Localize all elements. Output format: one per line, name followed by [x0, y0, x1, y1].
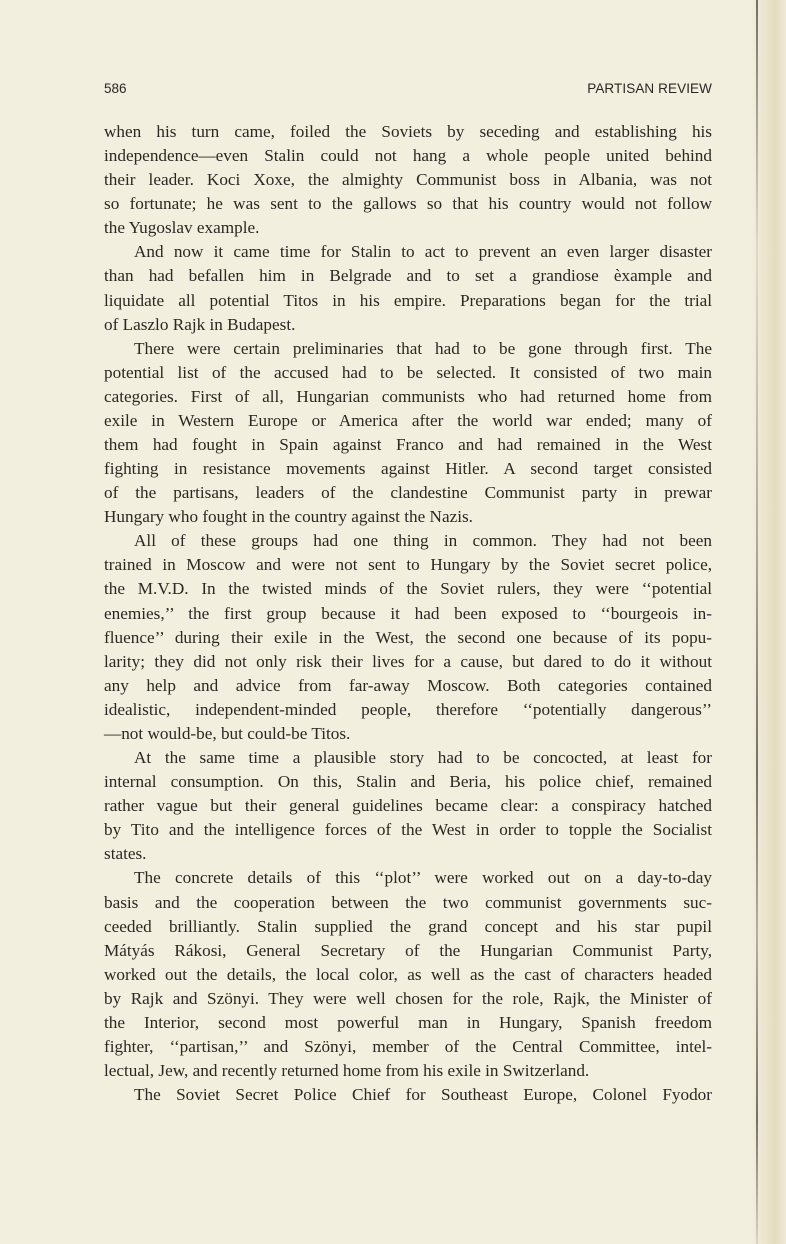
text-line: lectual, Jew, and recently returned home from his exile in Switzerland. — [104, 1061, 590, 1081]
text-line: The concrete details of this ‘‘plot’’ were worked out on a day-to-day — [134, 868, 712, 888]
text-line: Hungary who fought in the country against the Nazis. — [104, 507, 473, 527]
text-line: And now it came time for Stalin to act to prevent an even larger disaster — [134, 242, 712, 262]
paragraph — [104, 529, 712, 746]
paragraph — [104, 120, 712, 240]
text-line: ceeded brilliantly. Stalin supplied the grand concept and his star pupil — [104, 916, 712, 936]
text-line: so fortunate; he was sent to the gallows so that his country would not follow — [104, 194, 712, 214]
text-line: categories. First of all, Hungarian communists who had returned home from — [104, 386, 712, 406]
text-line: the Interior, second most powerful man in Hungary, Spanish freedom — [104, 1012, 712, 1032]
text-line: than had befallen him in Belgrade and to set a grandiose èxample and — [104, 266, 712, 286]
text-line: trained in Moscow and were not sent to Hungary by the Soviet secret police, — [104, 555, 712, 575]
text-line: fluence’’ during their exile in the West, the second one because of its popu- — [104, 627, 712, 647]
text-line: fighting in resistance movements against Hitler. A second target consisted — [104, 459, 712, 479]
text-line: any help and advice from far-away Moscow. Both categories contained — [104, 675, 712, 695]
text-line: worked out the details, the local color, as well as the cast of characters headed — [104, 964, 712, 984]
text-line: larity; they did not only risk their lives for a cause, but dared to do it without — [104, 651, 712, 671]
paragraph — [104, 337, 712, 530]
paragraph — [104, 240, 712, 336]
text-line: enemies,’’ the first group because it had been exposed to ‘‘bourgeois in- — [104, 603, 712, 623]
text-line: by Rajk and Szönyi. They were well chosen for the role, Rajk, the Minister of — [104, 988, 712, 1008]
text-line: the Yugoslav example. — [104, 218, 260, 238]
text-line: liquidate all potential Titos in his empire. Preparations began for the trial — [104, 290, 712, 310]
text-line: Mátyás Rákosi, General Secretary of the Hungarian Communist Party, — [104, 940, 712, 960]
text-line: fighter, ‘‘partisan,’’ and Szönyi, member of the Central Committee, intel- — [104, 1036, 712, 1056]
text-line: by Tito and the intelligence forces of the West in order to topple the Socialist — [104, 820, 712, 840]
text-line: basis and the cooperation between the two communist governments suc- — [104, 892, 712, 912]
text-line: them had fought in Spain against Franco and had remained in the West — [104, 435, 712, 455]
paragraph — [104, 1083, 712, 1107]
text-line: There were certain preliminaries that had to be gone through first. The — [134, 338, 712, 358]
text-line: of the partisans, leaders of the clandestine Communist party in prewar — [104, 483, 712, 503]
text-line: potential list of the accused had to be selected. It consisted of two main — [104, 362, 712, 382]
text-line: the M.V.D. In the twisted minds of the Soviet rulers, they were ‘‘potential — [104, 579, 712, 599]
text-line: independence—even Stalin could not hang a whole people united behind — [104, 146, 712, 166]
text-line: —not would-be, but could-be Titos. — [104, 723, 351, 743]
text-line: The Soviet Secret Police Chief for Southeast Europe, Colonel Fyodor — [134, 1085, 712, 1105]
body-text — [104, 120, 712, 1107]
text-line: All of these groups had one thing in common. They had not been — [134, 531, 712, 551]
page-number: 586 — [104, 81, 127, 96]
text-line: idealistic, independent-minded people, therefore ‘‘potentially dangerous’’ — [104, 699, 712, 719]
text-line: At the same time a plausible story had to be concocted, at least for — [134, 748, 712, 768]
paragraph — [104, 746, 712, 866]
book-binding-edge — [756, 0, 758, 1244]
text-line: of Laszlo Rajk in Budapest. — [104, 314, 296, 334]
text-line: when his turn came, foiled the Soviets by seceding and establishing his — [104, 122, 712, 141]
running-header — [104, 81, 712, 101]
paragraph — [104, 866, 712, 1083]
text-line: their leader. Koci Xoxe, the almighty Communist boss in Albania, was not — [104, 170, 712, 190]
text-line: internal consumption. On this, Stalin and Beria, his police chief, remained — [104, 772, 712, 792]
text-line: rather vague but their general guidelines became clear: a conspiracy hatched — [104, 796, 712, 816]
text-line: states. — [104, 844, 147, 864]
journal-title: PARTISAN REVIEW — [587, 81, 712, 96]
text-line: exile in Western Europe or America after the world war ended; many of — [104, 410, 712, 430]
